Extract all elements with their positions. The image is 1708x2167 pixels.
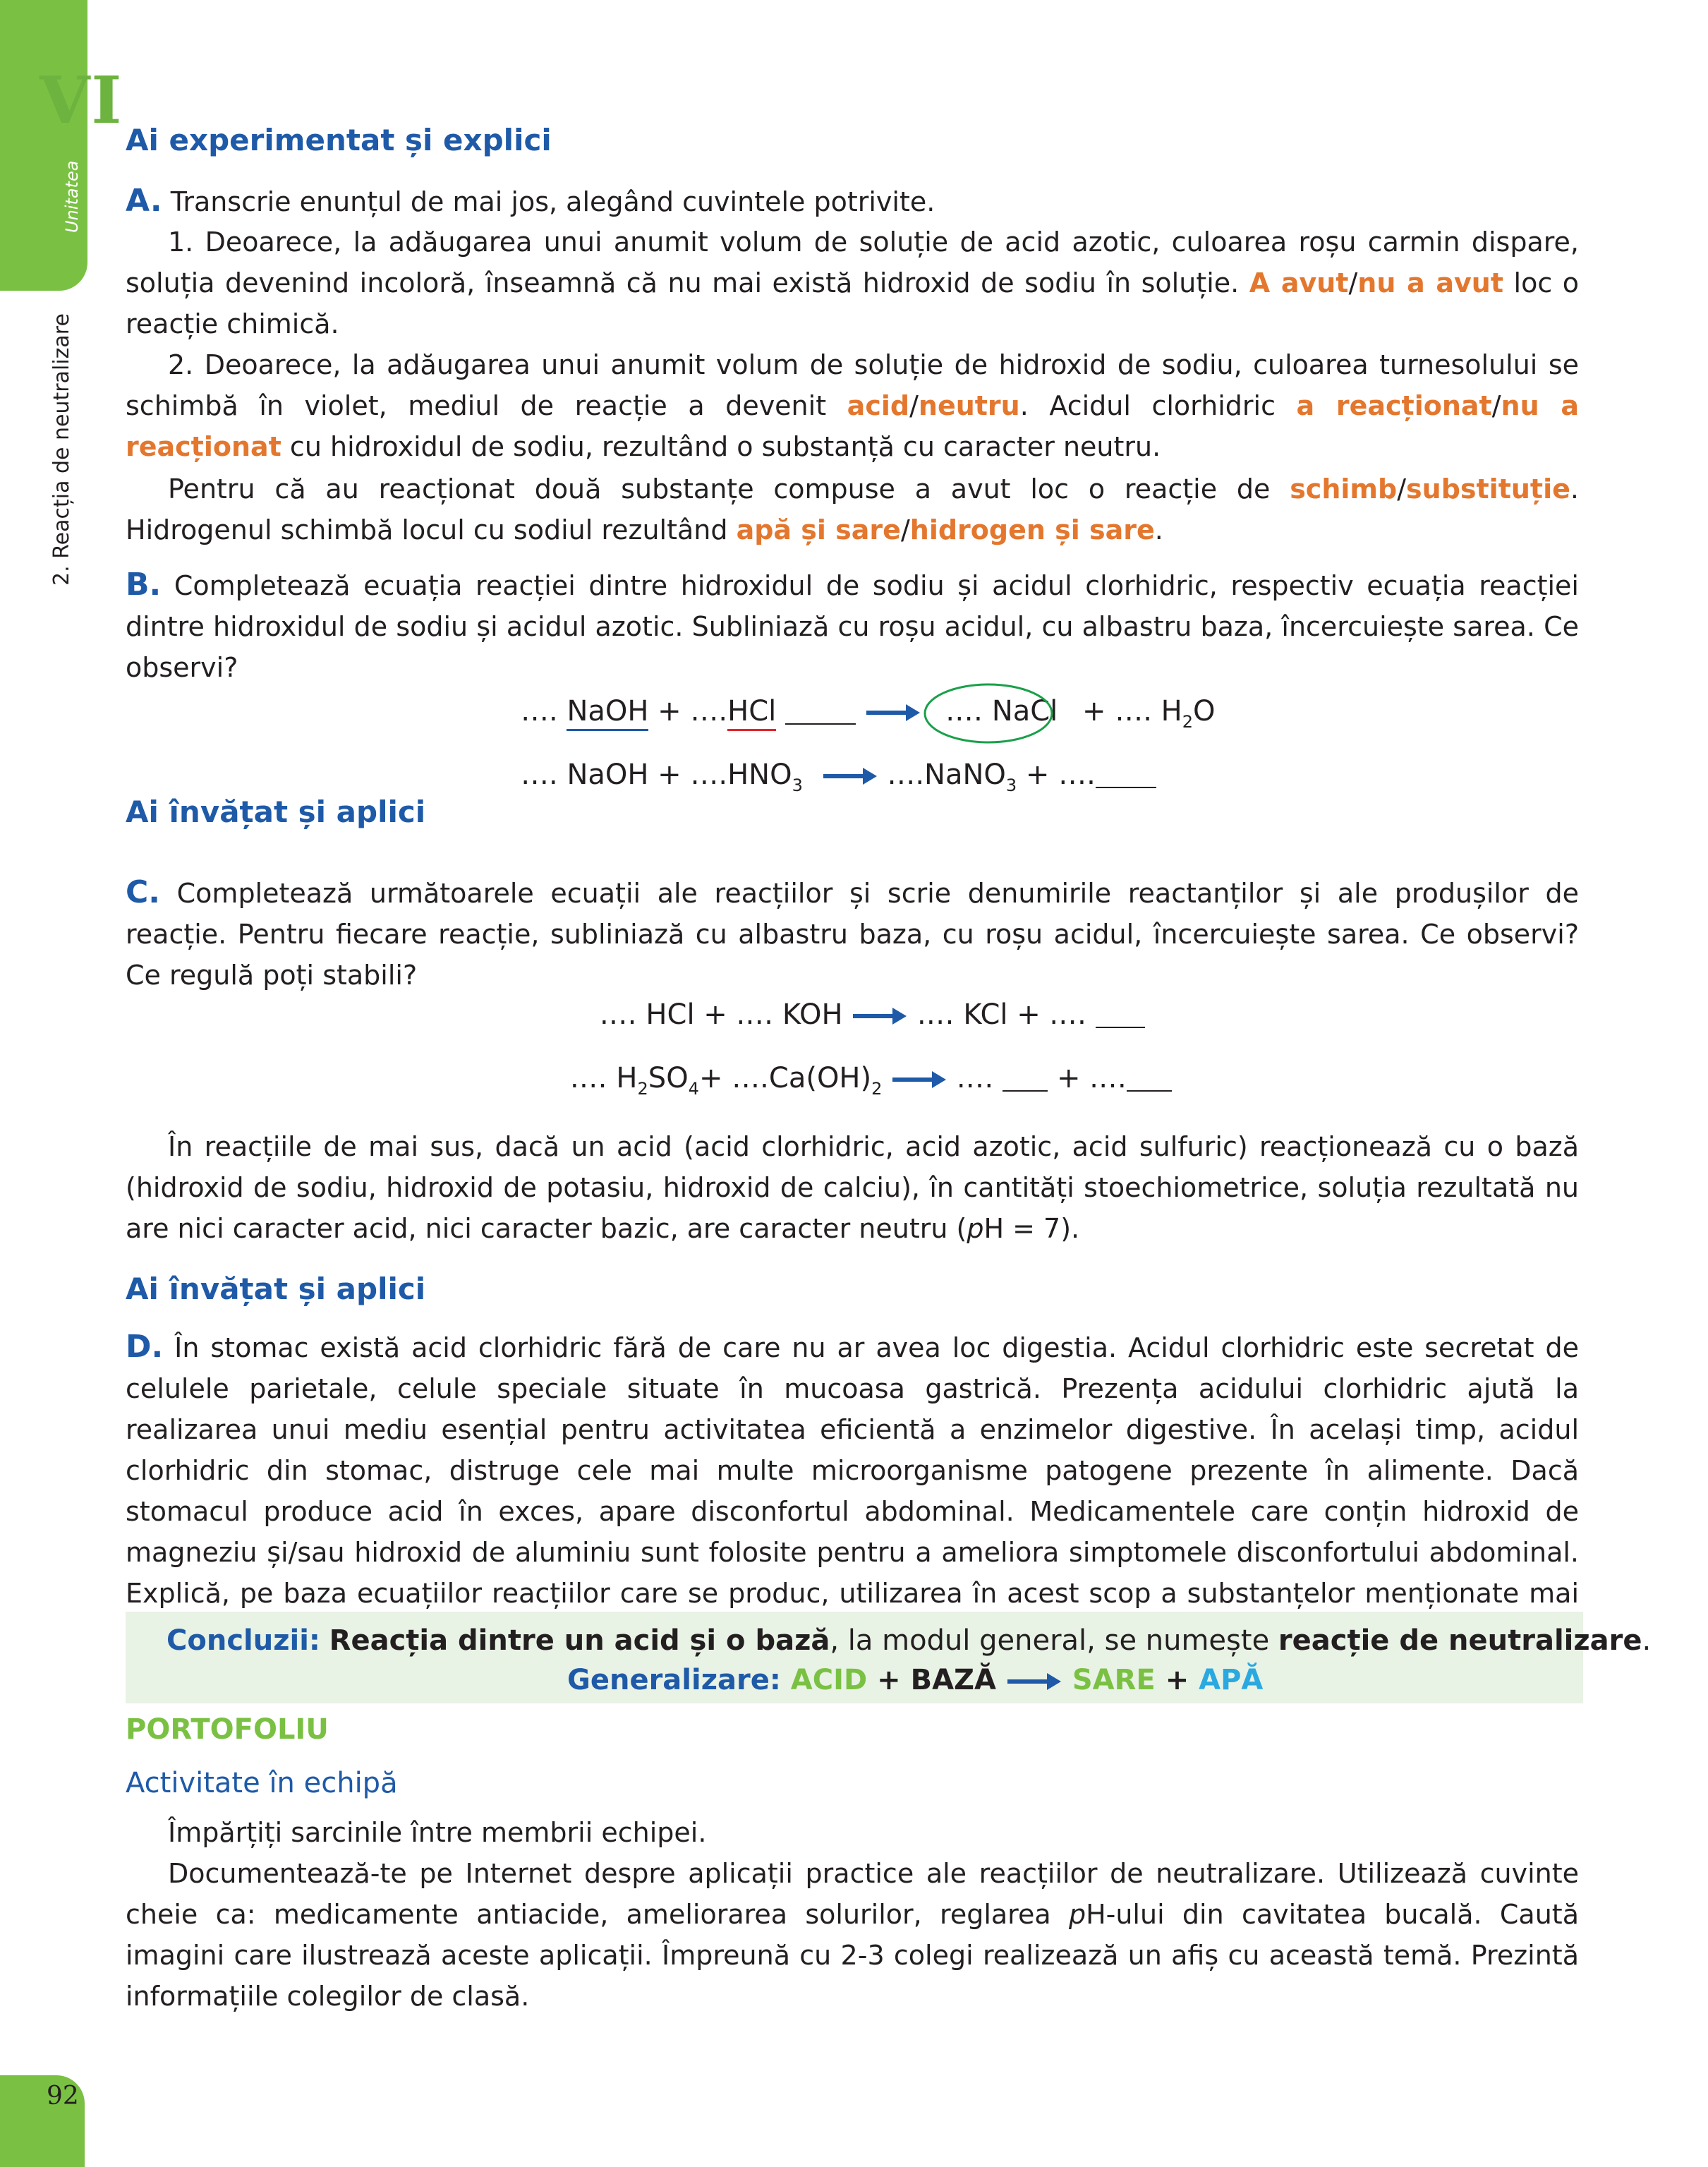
page-number: 92 <box>47 2082 79 2111</box>
coef: …. <box>521 759 558 791</box>
chapter-label: 2. Reacția de neutralizare <box>49 313 74 586</box>
conclusion-bold1: Reacția dintre un acid și o bază <box>329 1624 830 1657</box>
equation-naoh-hno3 <box>521 759 1156 795</box>
plus: + <box>1165 1664 1189 1696</box>
plus-coef: + …. <box>1025 759 1096 791</box>
conclusion-box <box>126 1612 1652 1703</box>
base-caoh: + ….Ca(OH) <box>698 1062 872 1094</box>
option-substitutie: substituție <box>1406 473 1570 505</box>
reaction-arrow-icon <box>852 1006 908 1027</box>
blank <box>1096 1003 1145 1028</box>
salt-nacl: .… NaCl <box>945 695 1058 728</box>
equation-h2so4-caoh2 <box>570 1062 1172 1099</box>
part-a-item1 <box>126 222 1579 344</box>
p-italic: p <box>967 1213 984 1244</box>
conclusion-line <box>166 1624 1651 1657</box>
para-mid: . Hidrogenul schimbă locul cu sodiul rezultând <box>126 473 1579 545</box>
reaction-arrow-icon <box>822 766 878 787</box>
acid-hno3: + ….HNO <box>658 759 792 791</box>
option-neutru: neutru <box>918 390 1020 421</box>
item1-end: loc o reacție chimică. <box>126 267 1580 339</box>
subscript: 4 <box>688 1079 699 1099</box>
conclusion-bold2: reacție de neutralizare <box>1278 1624 1642 1657</box>
item2-end: cu hidroxidul de sodiu, rezultând o substanță cu caracter neutru. <box>281 431 1161 462</box>
slash: / <box>1348 267 1358 298</box>
acid-so: SO <box>648 1062 689 1094</box>
part-a-letter: A. <box>126 183 162 219</box>
salt-circle <box>930 695 1073 728</box>
option-a-avut: A avut <box>1249 267 1349 298</box>
reaction-arrow-icon <box>891 1069 947 1090</box>
acid-hcl: HCl <box>727 695 776 731</box>
subscript: 3 <box>792 775 803 795</box>
slash: / <box>909 390 919 421</box>
part-c-letter: C. <box>126 874 161 910</box>
acid-h: .… H <box>570 1062 638 1094</box>
portofoliu-p1: Împărțiți sarcinile între membrii echipei. <box>168 1817 707 1848</box>
generalization-line <box>567 1664 1263 1696</box>
item2-mid: . Acidul clorhidric <box>1019 390 1297 421</box>
section-heading-learned-1: Ai învățat și aplici <box>126 795 426 829</box>
paragraph-text: În reacțiile de mai sus, dacă un acid (acid clorhidric, acid azotic, acid sulfuric) reacționează cu o bază (hidroxid de sodiu, hidroxid de potasiu, hidroxid de calciu), în cantități stoechiometrice, soluția rezultată nu are nici caracter acid, nici caracter bazic, are caracter neutru ( <box>126 1131 1579 1244</box>
salt-nano3: ….NaNO <box>887 759 1006 791</box>
unit-numeral: VI <box>40 62 123 138</box>
subscript: 2 <box>871 1079 883 1099</box>
part-b-instruction: Completează ecuația reacției dintre hidroxidul de sodiu și acidul clorhidric, respectiv ecuația reacției dintre hidroxidul de sodiu și acidul azotic. Subliniază cu roșu acidul, cu albastru baza, încercuiește sarea. Ce observi? <box>126 570 1579 683</box>
p2-end: H-ului din cavitatea bucală. Caută imagini care ilustrează aceste aplicații. Împreună cu 2-3 colegi realizează un afiș cu această temă. Prezintă informațiile colegilor de clasă. <box>126 1899 1579 2012</box>
portofoliu-p2 <box>126 1853 1579 2017</box>
part-c-paragraph <box>126 1126 1579 1249</box>
slash: / <box>900 514 910 545</box>
p2-text: Documentează-te pe Internet despre aplicații practice ale reacțiilor de neutralizare. Utilizează cuvinte cheie ca: medicamente antiacide, ameliorarea solurilor, reglarea <box>126 1858 1579 1930</box>
part-c-instruction: Completează următoarele ecuații ale reacțiilor și scrie denumirile reactanților și ale produșilor de reacție. Pentru fiecare reacție, subliniază cu albastru baza, cu roșu acidul, încercuiește sarea. Ce observi? Ce regulă poți stabili? <box>126 878 1579 991</box>
coef: .… <box>956 1062 1003 1094</box>
part-a-item2 <box>126 344 1579 467</box>
products: .… KCl + .… <box>916 998 1087 1031</box>
base-naoh: NaOH <box>567 695 648 731</box>
equation-naoh-hcl <box>521 695 1216 732</box>
slash: / <box>1491 390 1501 421</box>
option-a-reactionat: a reacționat <box>1296 390 1492 421</box>
base-naoh: NaOH <box>567 759 649 791</box>
part-d-paragraph: În stomac există acid clorhidric fără de care nu ar avea loc digestia. Acidul clorhidric este secretat de celulele parietale, celule speciale situate în mucoasa gastrică. Prezența acidului clorhidric ajută la realizarea unui mediu esențial pentru activitatea eficientă a enzimelor digestive. În același timp, acidul clorhidric din stomac, distruge cele mai multe microorganisme patogene prezente în alimente. Dacă stomacul produce acid în exces, apare disconfortul abdominal. Medicamentele care conțin hidroxid de magneziu și/sau hidroxid de aluminiu sunt folosite pentru a ameliora simptomele disconfortului abdominal. Explică, pe baza ecuațiilor reacțiilor care se produc, utilizarea în acest scop a substanțelor menționate mai <box>126 1332 1579 1609</box>
part-d-letter: D. <box>126 1329 164 1365</box>
plus: + <box>877 1664 901 1696</box>
part-d-text <box>126 1327 1579 1655</box>
water-o: O <box>1193 695 1216 728</box>
blank <box>1003 1066 1048 1092</box>
portofoliu-heading: PORTOFOLIU <box>126 1713 329 1746</box>
option-nu-a-reactionat: nu a reacționat <box>126 390 1580 462</box>
reaction-arrow-icon <box>865 702 921 723</box>
equation-hcl-koh <box>600 998 1145 1031</box>
unit-label: Unitatea <box>62 160 82 233</box>
term-baza: BAZĂ <box>910 1664 996 1696</box>
term-acid: ACID <box>790 1664 868 1696</box>
conclusion-end: . <box>1642 1624 1652 1657</box>
reaction-arrow-icon <box>1006 1671 1062 1692</box>
option-nu-a-avut: nu a avut <box>1357 267 1504 298</box>
option-hidrogen-si-sare: hidrogen și sare <box>909 514 1155 545</box>
item2-text: 2. Deoarece, la adăugarea unui anumit volum de soluție de hidroxid de sodiu, culoarea turnesolului se schimbă în violet, mediul de reacție a devenit <box>126 349 1579 421</box>
subscript: 3 <box>1005 775 1017 795</box>
paragraph-end: H = 7). <box>983 1213 1080 1244</box>
part-a-paragraph <box>126 469 1579 550</box>
plus-coef: + …. <box>658 695 728 728</box>
subscript: 2 <box>637 1079 648 1099</box>
circle-icon <box>923 682 1054 745</box>
part-a-instruction: Transcrie enunțul de mai jos, alegând cuvintele potrivite. <box>170 186 935 217</box>
blank <box>1127 1066 1172 1092</box>
part-a-intro <box>126 181 1579 222</box>
conclusion-label: Concluzii: <box>166 1624 320 1657</box>
p-italic: p <box>1068 1899 1086 1930</box>
term-apa: APĂ <box>1199 1664 1264 1696</box>
coef: …. <box>521 695 558 728</box>
section-heading-learned-2: Ai învățat și aplici <box>126 1272 426 1306</box>
activity-subheading: Activitate în echipă <box>126 1767 398 1799</box>
item1-text: 1. Deoarece, la adăugarea unui anumit volum de soluție de acid azotic, culoarea roșu carmin dispare, soluția devenind incoloră, înseamnă că nu mai există hidroxid de sodiu în soluție. <box>126 227 1579 298</box>
plus-water: + …. H <box>1082 695 1182 728</box>
blank <box>785 699 856 725</box>
plus-coef: + .… <box>1048 1062 1127 1094</box>
option-apa-si-sare: apă și sare <box>736 514 901 545</box>
slash: / <box>1397 473 1407 505</box>
option-acid: acid <box>847 390 910 421</box>
section-heading-experiment: Ai experimentat și explici <box>126 123 552 157</box>
part-b-letter: B. <box>126 567 162 603</box>
conclusion-mid: , la modul general, se numește <box>830 1624 1278 1657</box>
reactants: .… HCl + .… KOH <box>600 998 843 1031</box>
option-schimb: schimb <box>1290 473 1398 505</box>
term-sare: SARE <box>1072 1664 1156 1696</box>
subscript: 2 <box>1182 712 1194 732</box>
unit-tab <box>0 0 87 291</box>
blank <box>1096 763 1156 788</box>
generalization-label: Generalizare: <box>567 1664 781 1696</box>
part-b-text <box>126 565 1579 688</box>
para-text: Pentru că au reacționat două substanțe compuse a avut loc o reacție de <box>168 473 1290 505</box>
para-end: . <box>1154 514 1163 545</box>
part-c-text <box>126 872 1579 996</box>
